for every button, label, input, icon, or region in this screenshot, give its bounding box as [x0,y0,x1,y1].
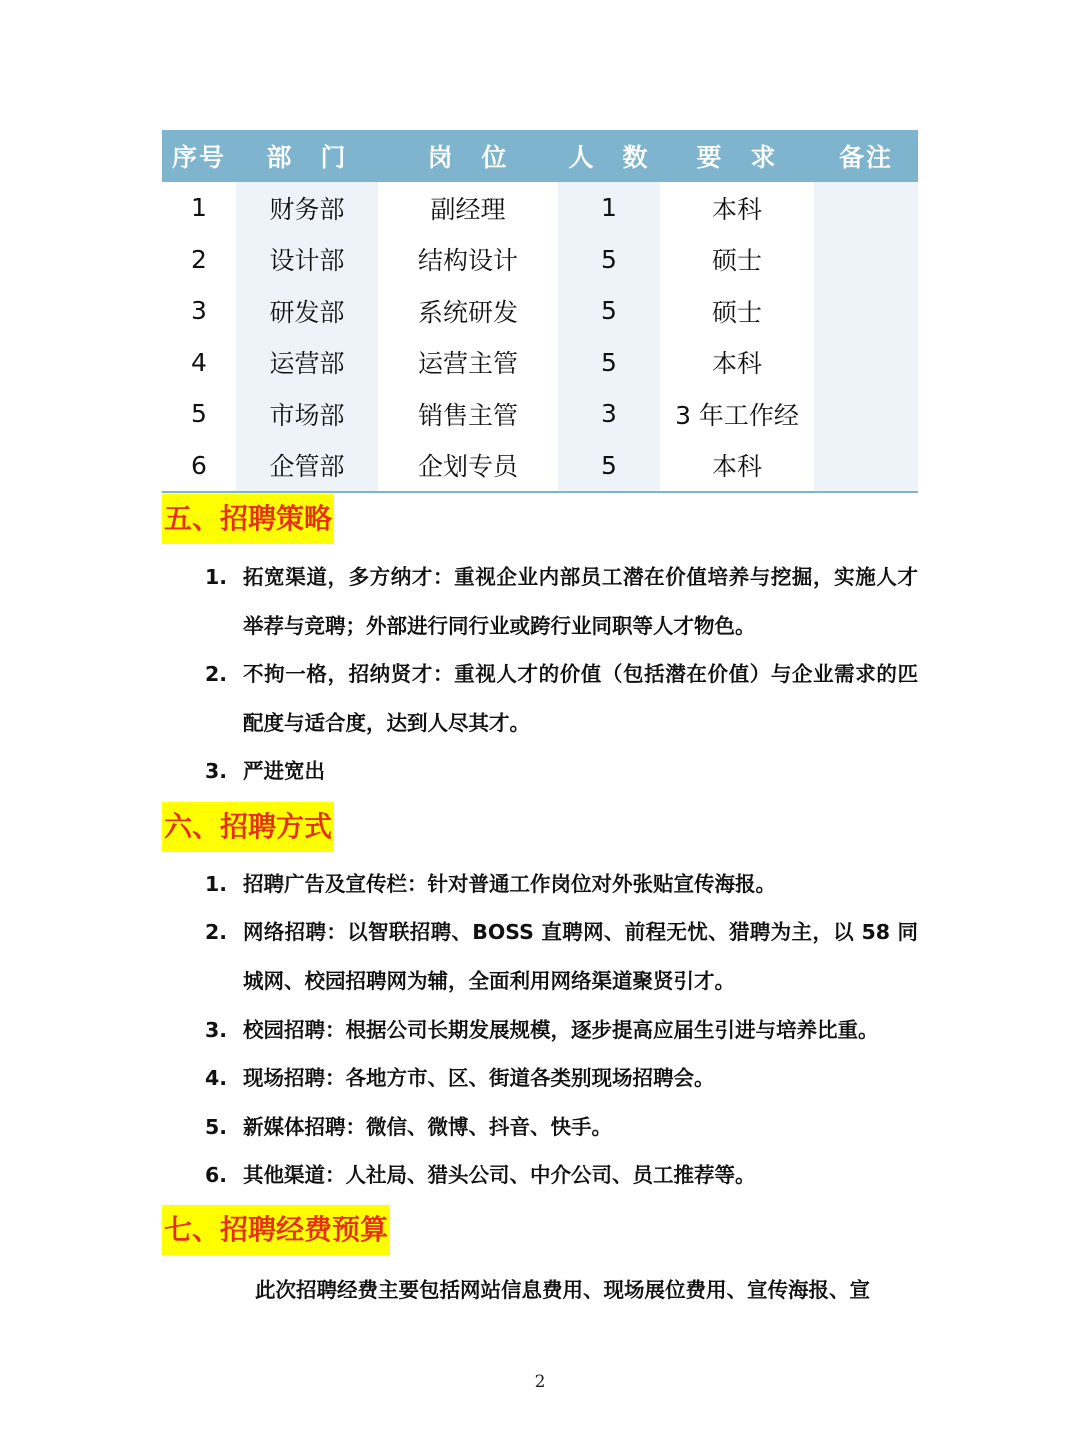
cell-index: 2 [191,244,207,274]
cell-count: 5 [558,234,660,286]
list-item-number: 1. [205,872,228,896]
cell-department: 企管部 [236,440,378,493]
list-item-text: 拓宽渠道，多方纳才：重视企业内部员工潜在价值培养与挖掘，实施人才举荐与竞聘；外部进行同行业或跨行业同职等人才物色。 [243,565,918,638]
cell-requirement: 本科 [711,194,762,224]
list-item-text: 其他渠道：人社局、猎头公司、中介公司、员工推荐等。 [243,1163,756,1187]
list-item-text: 招聘广告及宣传栏：针对普通工作岗位对外张贴宣传海报。 [243,872,776,896]
cell-remarks [814,388,918,440]
column-header-count: 人 数 [558,130,660,182]
list-item-text: 网络招聘：以智联招聘、BOSS 直聘网、前程无忧、猎聘为主，以 58 同城网、校园招聘网为辅，全面利用网络渠道聚贤引才。 [243,920,918,993]
list-item-number: 4. [205,1066,228,1090]
cell-count: 3 [558,388,660,440]
section-heading-strategy: 五、招聘策略 [162,494,334,544]
table-row [162,234,918,286]
cell-remarks [814,182,918,234]
cell-remarks [814,337,918,389]
cell-requirement: 3 年工作经 [675,400,799,430]
list-item [205,1103,918,1152]
list-item-number: 3. [205,759,228,783]
list-item [205,860,918,909]
cell-department: 市场部 [236,388,378,440]
list-item-text: 新媒体招聘：微信、微博、抖音、快手。 [243,1115,612,1139]
section-heading-methods: 六、招聘方式 [162,802,334,852]
list-item [205,1054,918,1103]
cell-index: 6 [162,440,236,493]
section-heading-budget: 七、招聘经费预算 [162,1205,390,1255]
list-item-number: 2. [205,920,228,944]
cell-count: 1 [558,182,660,234]
cell-index: 1 [191,193,207,223]
column-header-position: 岗 位 [378,130,558,182]
cell-index: 5 [191,399,207,429]
table-row [162,285,918,337]
list-item [205,1006,918,1055]
table-row [162,388,918,440]
cell-department: 财务部 [236,182,378,234]
budget-paragraph: 此次招聘经费主要包括网站信息费用、现场展位费用、宣传海报、宣 [255,1278,870,1302]
list-item-text: 校园招聘：根据公司长期发展规模，逐步提高应届生引进与培养比重。 [243,1018,879,1042]
cell-position: 系统研发 [417,297,518,327]
list-item [205,908,918,1005]
list-item [205,1151,918,1200]
cell-requirement: 硕士 [711,246,762,276]
list-item-number: 6. [205,1163,228,1187]
column-header-remarks: 备注 [814,130,918,182]
column-header-requirement: 要 求 [660,130,814,182]
cell-remarks [814,285,918,337]
cell-count: 5 [558,337,660,389]
list-item-text: 严进宽出 [243,759,325,783]
cell-department: 研发部 [236,285,378,337]
cell-position: 副经理 [430,194,506,224]
column-header-index: 序号 [162,130,236,182]
cell-requirement: 本科 [660,440,814,493]
table-header-row [162,130,918,182]
cell-position: 销售主管 [417,400,518,430]
cell-index: 3 [191,296,207,326]
cell-position: 企划专员 [378,440,558,493]
cell-department: 设计部 [236,234,378,286]
cell-remarks [814,440,918,493]
table-row [162,182,918,234]
cell-remarks [814,234,918,286]
list-item-text: 现场招聘：各地方市、区、街道各类别现场招聘会。 [243,1066,715,1090]
column-header-department: 部 门 [236,130,378,182]
cell-position: 运营主管 [417,349,518,379]
cell-requirement: 本科 [711,349,762,379]
list-item-number: 5. [205,1115,228,1139]
table-row [162,337,918,389]
cell-requirement: 硕士 [711,297,762,327]
list-item-text: 不拘一格，招纳贤才：重视人才的价值（包括潜在价值）与企业需求的匹配度与适合度，达到人尽其才。 [243,662,918,735]
list-item-number: 1. [205,565,228,589]
cell-position: 结构设计 [417,246,518,276]
cell-index: 4 [191,347,207,377]
list-item [205,650,918,747]
list-item-number: 2. [205,662,228,686]
table-row [162,440,918,493]
cell-department: 运营部 [236,337,378,389]
list-item [205,747,918,796]
cell-count: 5 [558,440,660,493]
recruitment-table [162,130,918,493]
page-number: 2 [534,1372,546,1392]
list-item-number: 3. [205,1018,228,1042]
cell-count: 5 [558,285,660,337]
list-item [205,553,918,650]
